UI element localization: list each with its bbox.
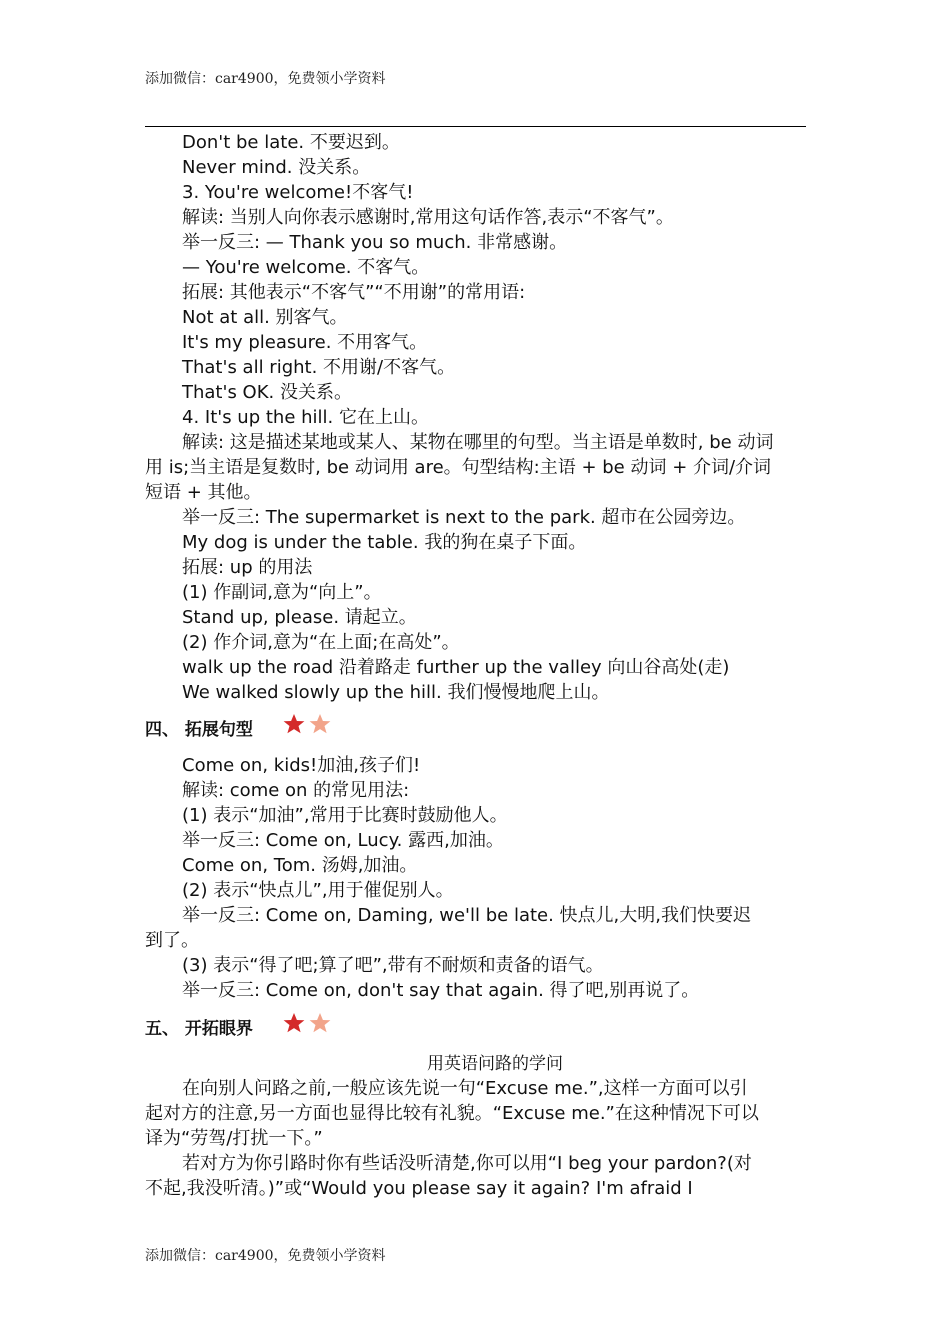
header-watermark-note: 添加微信：car4900，免费领小学资料 [145, 71, 386, 87]
text-line: Come on, kids!加油,孩子们! [182, 755, 421, 776]
text-line: That's OK. 没关系。 [182, 382, 352, 403]
text-line: 译为“劳驾/打扰一下。” [145, 1128, 323, 1149]
text-line: 举一反三: Come on, Daming, we'll be late. 快点儿,大明,我们快要迟 [182, 905, 752, 926]
star-faded-icon [310, 714, 331, 733]
text-line: (1) 作副词,意为“向上”。 [182, 582, 382, 603]
text-line: Stand up, please. 请起立。 [182, 607, 417, 628]
text-line: Don't be late. 不要迟到。 [182, 132, 400, 153]
text-line: 解读: come on 的常见用法: [182, 780, 410, 801]
text-line: 到了。 [145, 930, 199, 951]
text-line: 4. It's up the hill. 它在上山。 [182, 407, 429, 428]
star-full-icon [284, 714, 305, 733]
text-line: (2) 作介词,意为“在上面;在高处”。 [182, 632, 460, 653]
text-line: (2) 表示“快点儿”,用于催促别人。 [182, 880, 454, 901]
text-line: 拓展: up 的用法 [182, 557, 313, 578]
text-line: Come on, Tom. 汤姆,加油。 [182, 855, 418, 876]
text-line: Never mind. 没关系。 [182, 157, 371, 178]
text-line: 3. You're welcome!不客气! [182, 182, 414, 203]
footer-watermark-note: 添加微信：car4900，免费领小学资料 [145, 1248, 386, 1264]
text-line: 短语 + 其他。 [145, 482, 262, 503]
star-full-icon [284, 1013, 305, 1032]
star-faded-icon [310, 1013, 331, 1032]
text-line: 起对方的注意,另一方面也显得比较有礼貌。“Excuse me.”在这种情况下可以 [145, 1103, 759, 1124]
text-line: 若对方为你引路时你有些话没听清楚,你可以用“I beg your pardon?(对 [182, 1153, 752, 1174]
two-star-rating-icon [282, 712, 338, 738]
text-line: walk up the road 沿着路走 further up the valley 向山谷高处(走) [182, 657, 730, 678]
text-line: 解读: 这是描述某地或某人、某物在哪里的句型。当主语是单数时, be 动词 [182, 432, 774, 453]
text-line: 拓展: 其他表示“不客气”“不用谢”的常用语: [182, 282, 526, 303]
text-line: 举一反三: — Thank you so much. 非常感谢。 [182, 232, 568, 253]
text-line: 用 is;当主语是复数时, be 动词用 are。句型结构:主语 + be 动词 + 介词/介词 [145, 457, 772, 478]
text-line: That's all right. 不用谢/不客气。 [182, 357, 456, 378]
text-line: 解读: 当别人向你表示感谢时,常用这句话作答,表示“不客气”。 [182, 207, 674, 228]
article-title: 用英语问路的学问 [427, 1054, 563, 1074]
text-line: 举一反三: The supermarket is next to the park. 超市在公园旁边。 [182, 507, 746, 528]
text-line: — You're welcome. 不客气。 [182, 257, 430, 278]
header-rule [145, 126, 806, 127]
text-line: It's my pleasure. 不用客气。 [182, 332, 428, 353]
text-line: 不起,我没听清。)”或“Would you please say it again? I'm afraid I [145, 1178, 693, 1199]
section-heading: 四、 拓展句型 [145, 720, 253, 740]
text-line: (1) 表示“加油”,常用于比赛时鼓励他人。 [182, 805, 508, 826]
text-line: We walked slowly up the hill. 我们慢慢地爬上山。 [182, 682, 610, 703]
text-line: My dog is under the table. 我的狗在桌子下面。 [182, 532, 587, 553]
section-heading: 五、 开拓眼界 [145, 1019, 253, 1039]
text-line: Not at all. 别客气。 [182, 307, 348, 328]
text-line: 在向别人问路之前,一般应该先说一句“Excuse me.”,这样一方面可以引 [182, 1078, 748, 1099]
text-line: 举一反三: Come on, Lucy. 露西,加油。 [182, 830, 504, 851]
text-line: 举一反三: Come on, don't say that again. 得了吧,别再说了。 [182, 980, 700, 1001]
text-line: (3) 表示“得了吧;算了吧”,带有不耐烦和责备的语气。 [182, 955, 604, 976]
two-star-rating-icon [282, 1011, 338, 1037]
